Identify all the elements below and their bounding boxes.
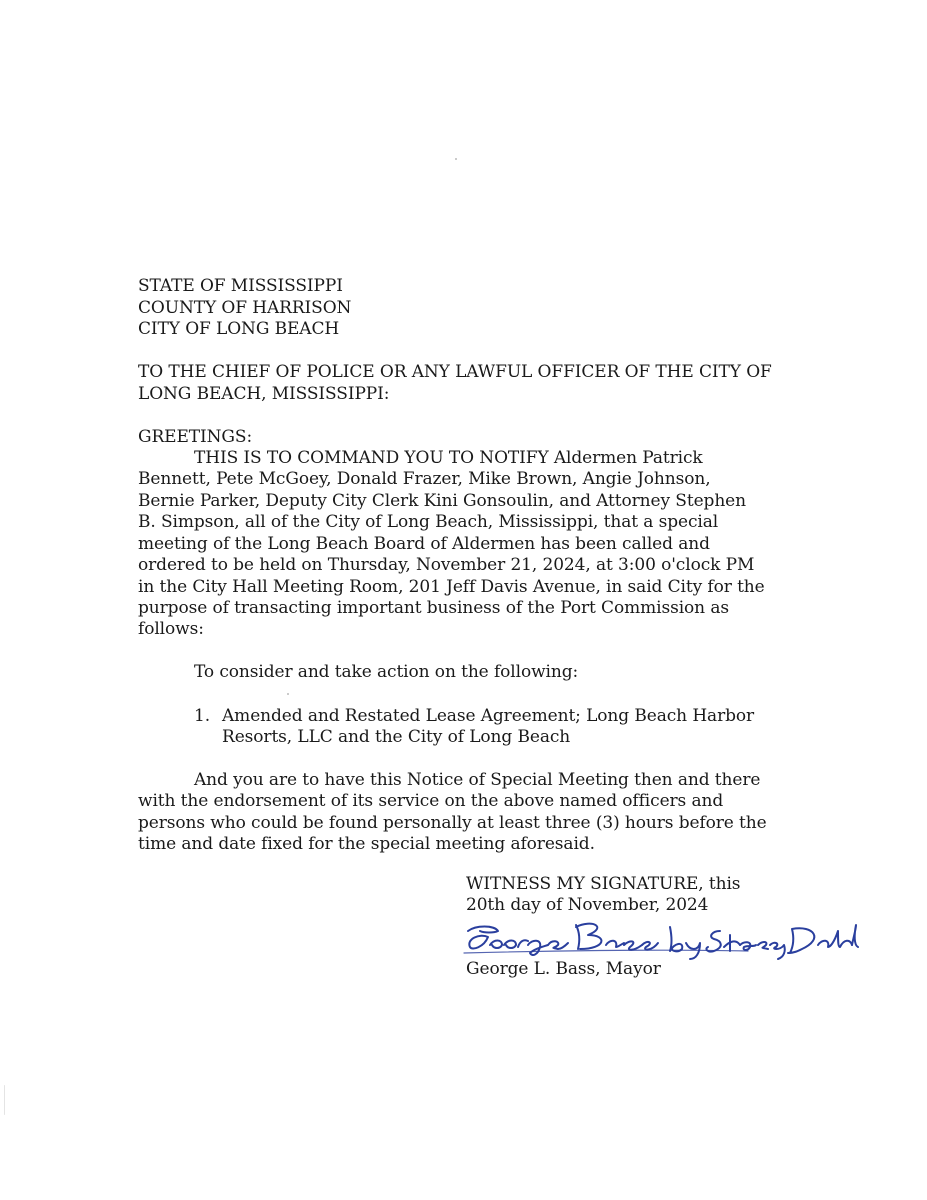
command-line-1: THIS IS TO COMMAND YOU TO NOTIFY Aldermen Patrick	[194, 448, 703, 468]
city-heading: CITY OF LONG BEACH	[138, 319, 340, 339]
agenda-item-number: 1.	[194, 706, 211, 726]
consider-statement: To consider and take action on the following:	[194, 662, 579, 682]
command-line-4: B. Simpson, all of the City of Long Beach, Mississippi, that a special	[138, 512, 719, 532]
county-heading: COUNTY OF HARRISON	[138, 298, 352, 318]
scan-speck	[4, 1085, 5, 1115]
agenda-item-line-1: Amended and Restated Lease Agreement; Long Beach Harbor	[222, 706, 755, 726]
command-line-2: Bennett, Pete McGoey, Donald Frazer, Mike Brown, Angie Johnson,	[138, 469, 711, 489]
signer-name-title: George L. Bass, Mayor	[466, 959, 661, 979]
command-line-9: follows:	[138, 619, 204, 639]
closing-line-3: persons who could be found personally at least three (3) hours before the	[138, 813, 767, 833]
address-line-1: TO THE CHIEF OF POLICE OR ANY LAWFUL OFFICER OF THE CITY OF	[138, 362, 772, 382]
witness-line-2: 20th day of November, 2024	[466, 895, 709, 915]
state-heading: STATE OF MISSISSIPPI	[138, 276, 343, 296]
scan-speck	[455, 158, 457, 160]
closing-line-2: with the endorsement of its service on the above named officers and	[138, 791, 724, 811]
command-line-7: in the City Hall Meeting Room, 201 Jeff Davis Avenue, in said City for the	[138, 577, 765, 597]
agenda-item-line-2: Resorts, LLC and the City of Long Beach	[222, 727, 571, 747]
scan-speck	[287, 693, 289, 695]
command-line-5: meeting of the Long Beach Board of Aldermen has been called and	[138, 534, 710, 554]
greeting: GREETINGS:	[138, 427, 253, 447]
closing-line-1: And you are to have this Notice of Special Meeting then and there	[194, 770, 761, 790]
handwritten-signature	[458, 917, 860, 963]
command-line-3: Bernie Parker, Deputy City Clerk Kini Gonsoulin, and Attorney Stephen	[138, 491, 746, 511]
command-line-8: purpose of transacting important business of the Port Commission as	[138, 598, 729, 618]
command-line-6: ordered to be held on Thursday, November 21, 2024, at 3:00 o'clock PM	[138, 555, 755, 575]
witness-line-1: WITNESS MY SIGNATURE, this	[466, 874, 741, 894]
closing-line-4: time and date fixed for the special meeting aforesaid.	[138, 834, 595, 854]
address-line-2: LONG BEACH, MISSISSIPPI:	[138, 384, 390, 404]
